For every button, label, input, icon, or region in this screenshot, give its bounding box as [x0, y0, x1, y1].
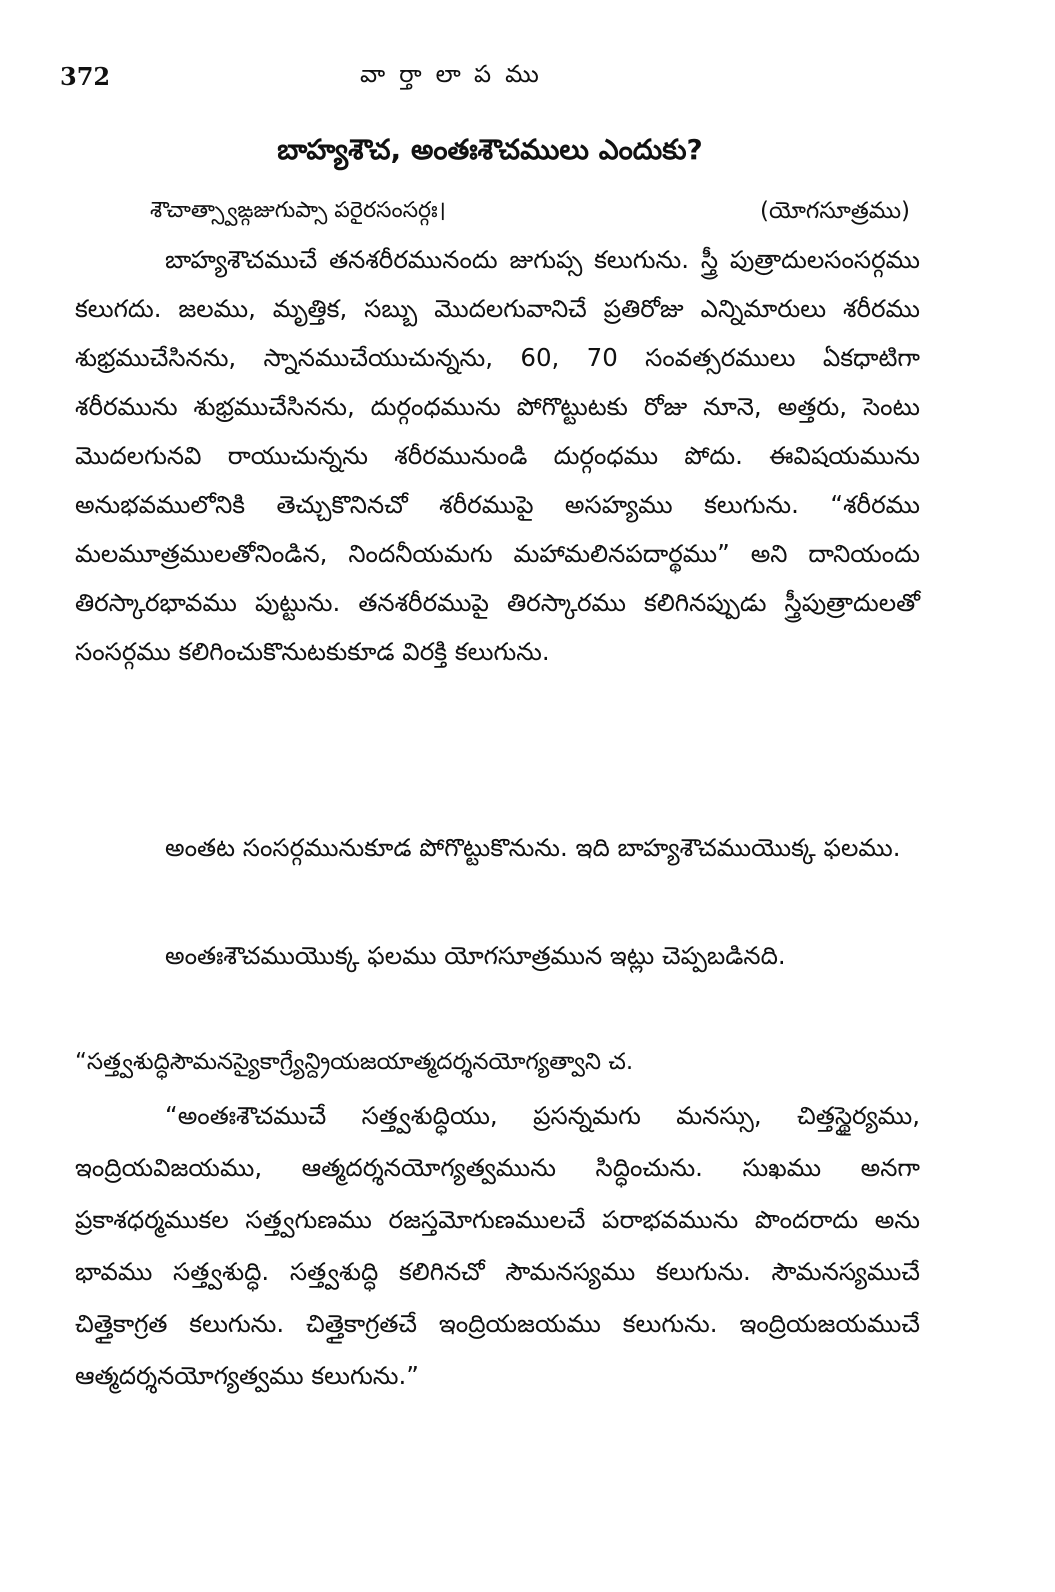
- sutra-text: శౌచాత్స్వాఙ్గజుగుప్సా పరైరసంసర్గః।: [150, 198, 446, 223]
- running-head: [60, 60, 920, 100]
- paragraph-4: “అంతఃశౌచముచే సత్త్వశుద్ధియు, ప్రసన్నమగు మనస్సు, చిత్తస్థైర్యము, ఇంద్రియవిజయము, ఆత్మదర్శనయోగ్యత్వమును సిద్ధించును. సుఖము అనగా ప్రకాశధర్మముకల సత్త్వగుణము రజస్తమోగుణములచే పరాభవమును పొందరాదు అను భావము సత్త్వశుద్ధి. సత్త్వశుద్ధి కలిగినచో సౌమనస్యము కలుగును. సౌమనస్యముచే చిత్తైకాగ్రత కలుగును. చిత్తైకాగ్రతచే ఇంద్రియజయము కలుగును. ఇంద్రియజయముచే ఆత్మదర్శనయోగ్యత్వము కలుగును.”: [75, 1101, 920, 1390]
- paragraph-2: అంతట సంసర్గమునుకూడ పోగొట్టుకొనును. ఇది బాహ్యశౌచముయొక్క ఫలము.: [165, 833, 901, 862]
- paragraph-3: అంతఃశౌచముయొక్క ఫలము యోగసూత్రమున ఇట్లు చెప్పబడినది.: [165, 941, 786, 970]
- sutra-quote-2: “సత్త్వశుద్ధిసౌమనస్యైకాగ్ర్యేన్ద్రియజయాత్మదర్శనయోగ్యత్వాని చ.: [75, 1049, 634, 1075]
- section-heading: బాహ్యశౌచ, అంతఃశౌచములు ఎందుకు?: [277, 133, 703, 166]
- paragraph-1: బాహ్యశౌచముచే తనశరీరమునందు జుగుప్స కలుగును. స్త్రీ పుత్రాదులసంసర్గము కలుగదు. జలము, మృత్తిక, సబ్బు మొదలగువానిచే ప్రతిరోజు ఎన్నిమారులు శరీరము శుభ్రముచేసినను, స్నానముచేయుచున్నను, 60, 70 సంవత్సరములు ఏకధాటిగా శరీరమును శుభ్రముచేసినను, దుర్గంధమును పోగొట్టుటకు రోజు నూనె, అత్తరు, సెంటు మొదలగునవి రాయుచున్నను శరీరమునుండి దుర్గంధము పోదు. ఈవిషయమును అనుభవములోనికి తెచ్చుకొనినచో శరీరముపై అసహ్యము కలుగును. “శరీరము మలమూత్రములతోనిండిన, నిందనీయమగు మహామలినపదార్థము” అని దానియందు తిరస్కారభావము పుట్టును. తనశరీరముపై తిరస్కారము కలిగినప్పుడు స్త్రీపుత్రాదులతో సంసర్గము కలిగించుకొనుటకుకూడ విరక్తి కలుగును.: [75, 245, 920, 666]
- page-number: 372: [60, 62, 111, 91]
- running-title: వార్తాలాపము: [360, 60, 553, 88]
- sutra-source: (యోగసూత్రము): [759, 198, 910, 224]
- sutra-quote: [150, 198, 910, 228]
